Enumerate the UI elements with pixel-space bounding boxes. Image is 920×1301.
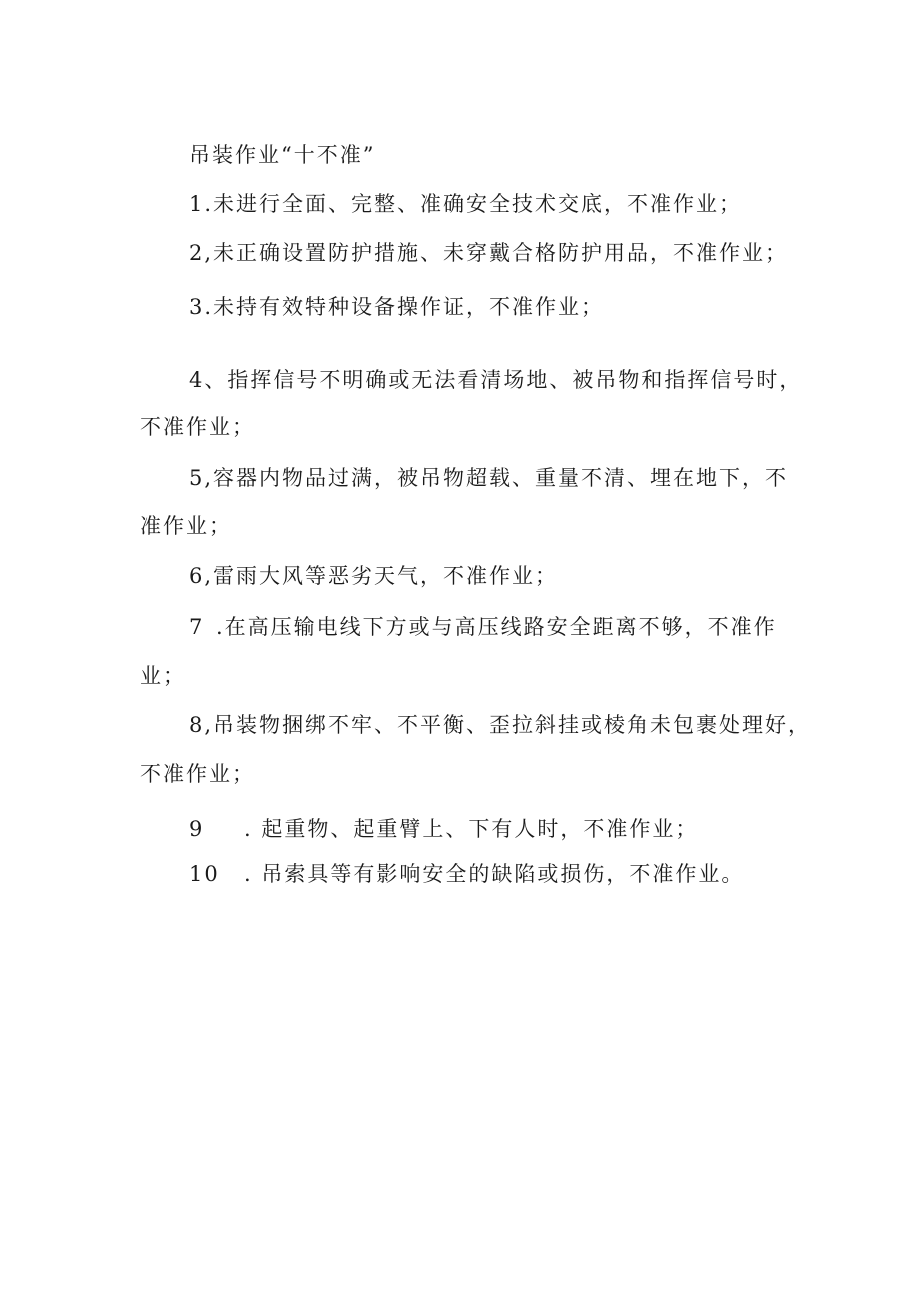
list-item-9	[189, 815, 698, 843]
item-number: 9	[189, 817, 205, 841]
item-number: 4、	[189, 368, 228, 392]
list-item-1	[189, 190, 742, 218]
list-item-6	[189, 562, 558, 590]
list-item-8	[189, 711, 811, 739]
list-item-8-continuation: 不准作业；	[140, 762, 255, 786]
list-item-2	[189, 239, 788, 267]
item-text: 雷雨大风等恶劣天气，不准作业；	[213, 564, 559, 588]
item-number: 7	[189, 615, 205, 639]
item-text: 未持有效特种设备操作证，不准作业；	[213, 295, 605, 319]
item-number: 5,	[189, 466, 214, 490]
list-item-4-continuation: 不准作业；	[140, 415, 255, 439]
list-item-4	[189, 366, 802, 394]
item-text: .在高压输电线下方或与高压线路安全距离不够，不准作	[216, 615, 777, 639]
item-text: 未进行全面、完整、准确安全技术交底，不准作业；	[213, 192, 743, 216]
item-text: 容器内物品过满，被吊物超载、重量不清、埋在地下，不	[213, 466, 789, 490]
item-number: 8,	[189, 713, 214, 737]
item-text: 吊装物捆绑不牢、不平衡、歪拉斜挂或棱角未包裹处理好，	[213, 713, 812, 737]
item-text: 未正确设置防护措施、未穿戴合格防护用品，不准作业；	[213, 241, 789, 265]
item-number: 2,	[189, 241, 214, 265]
item-number: 1.	[189, 192, 214, 216]
document-title: 吊装作业“十不准”	[189, 143, 376, 167]
item-number: 3.	[189, 295, 214, 319]
list-item-7	[189, 613, 777, 641]
item-text: . 吊索具等有影响安全的缺陷或损伤，不准作业。	[244, 862, 745, 886]
list-item-7-continuation: 业；	[140, 664, 186, 688]
item-number: 10	[189, 862, 220, 886]
item-number: 6,	[189, 564, 214, 588]
list-item-10	[189, 860, 744, 888]
item-text: . 起重物、起重臂上、下有人时，不准作业；	[244, 817, 699, 841]
item-text: 指挥信号不明确或无法看清场地、被吊物和指挥信号时，	[227, 368, 803, 392]
list-item-5	[189, 464, 788, 492]
list-item-3	[189, 293, 604, 321]
list-item-5-continuation: 准作业；	[140, 514, 232, 538]
